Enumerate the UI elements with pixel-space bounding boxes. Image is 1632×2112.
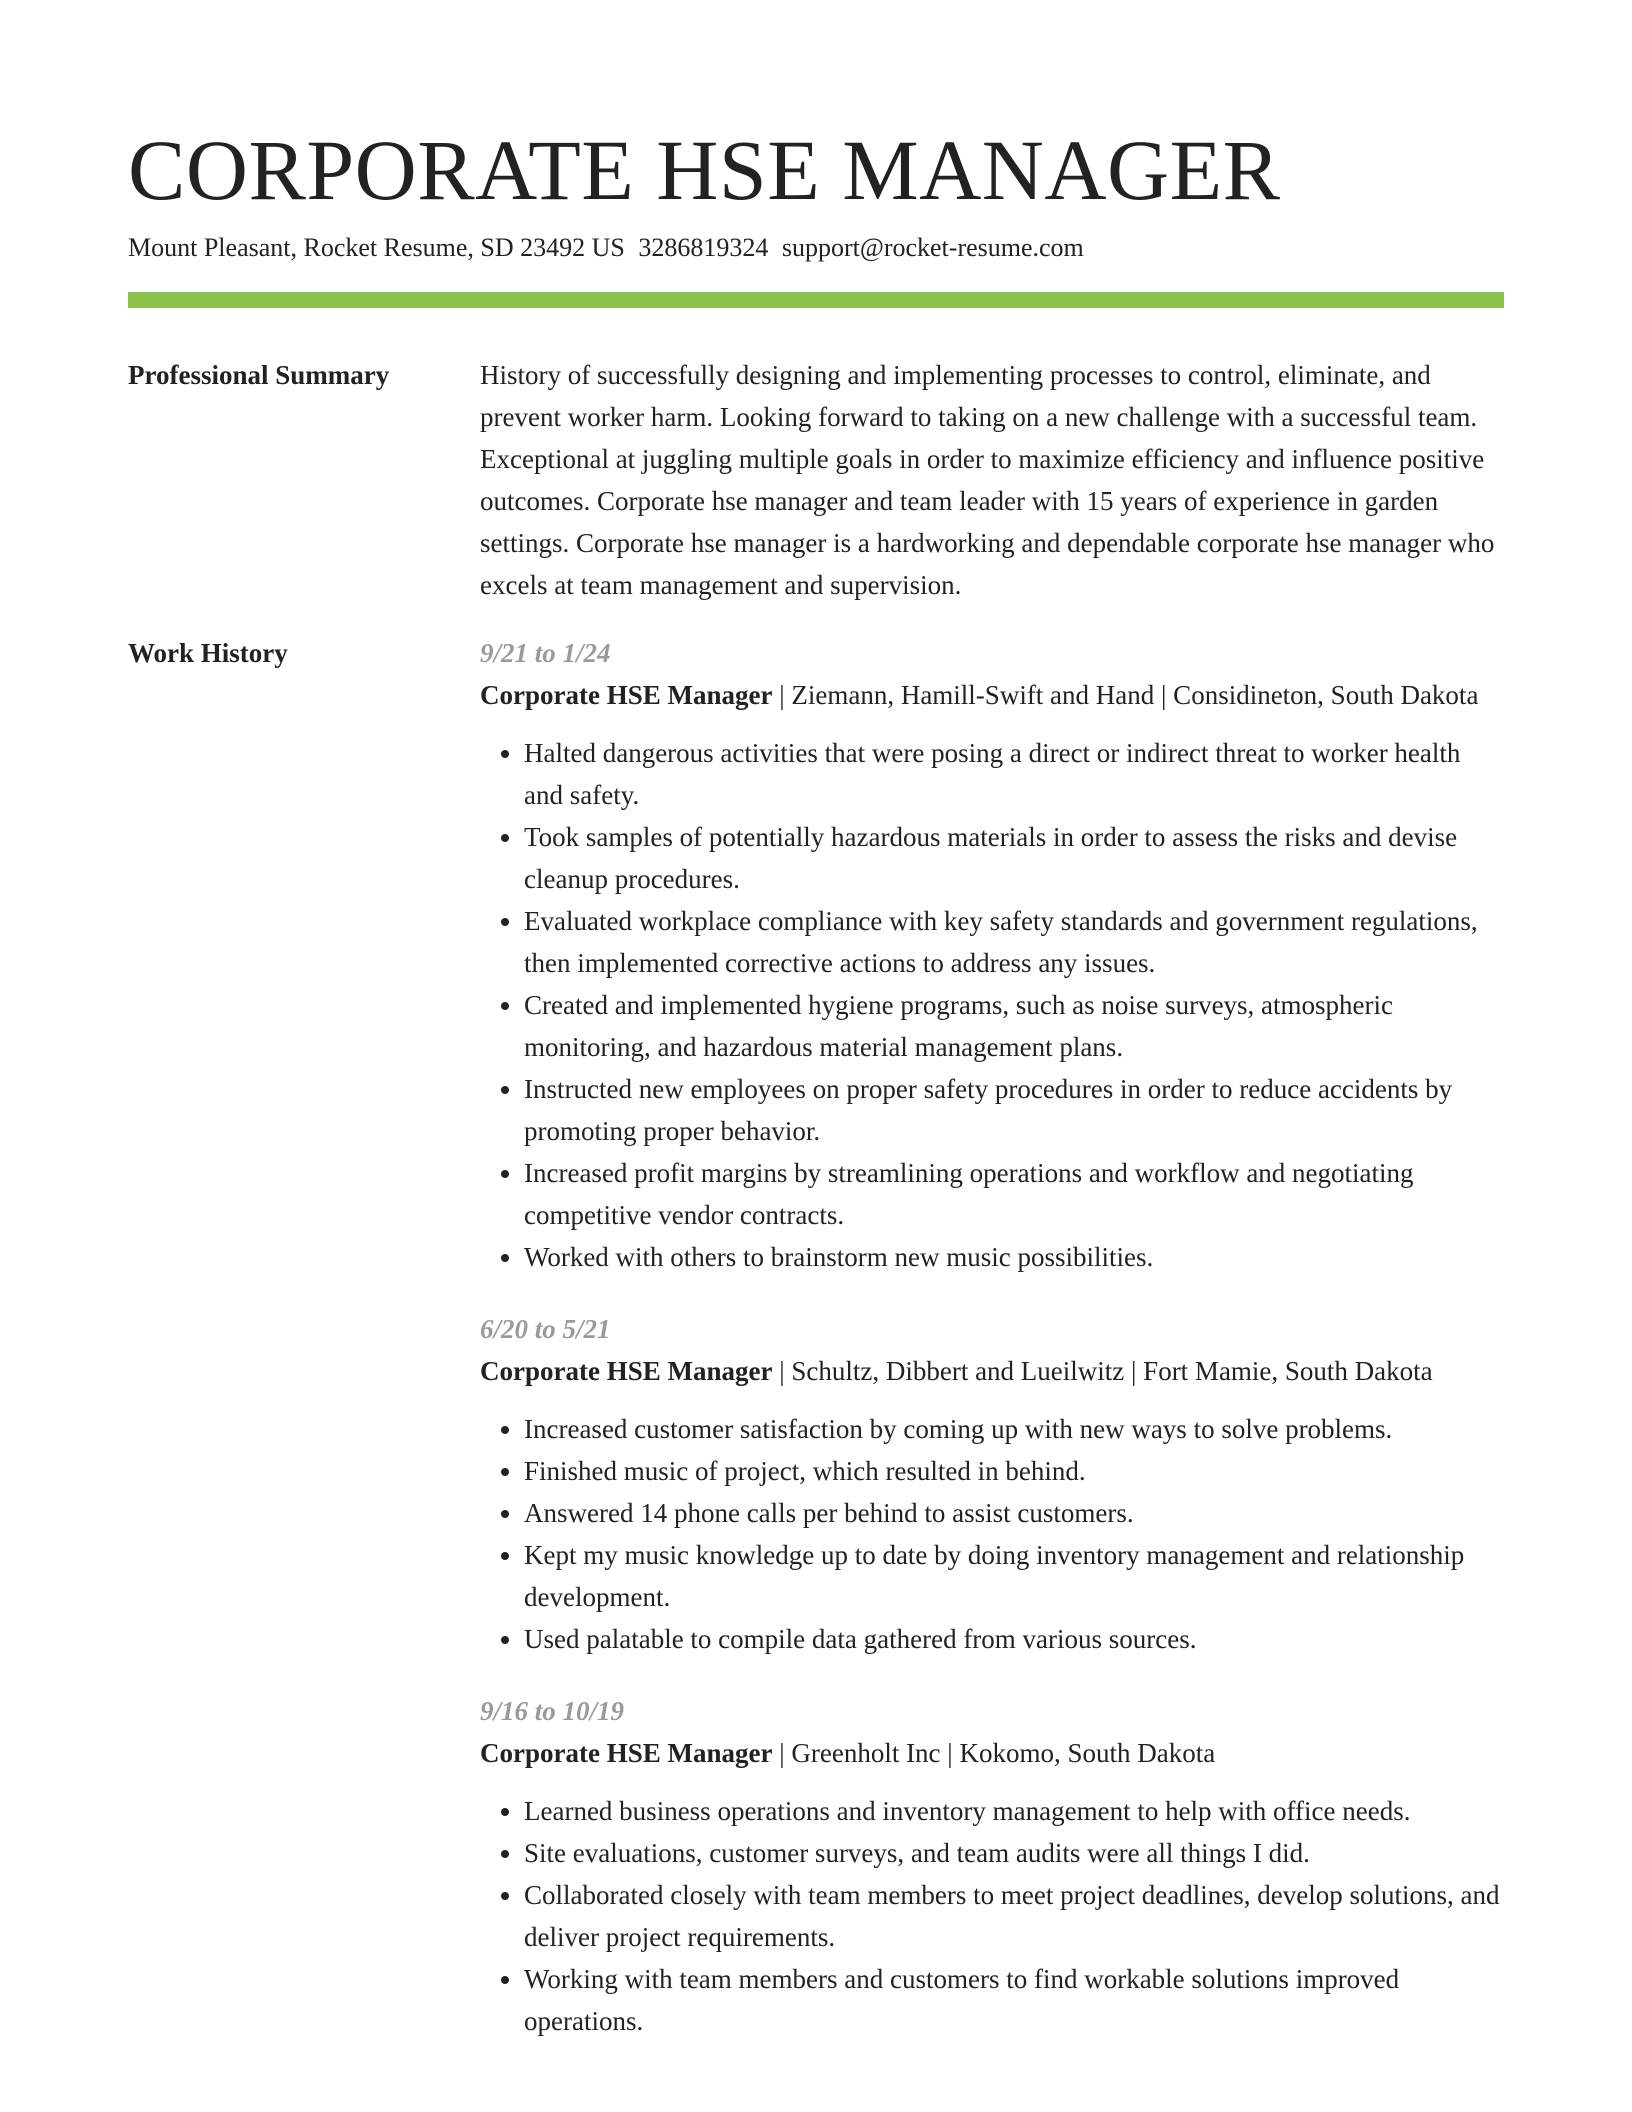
job-bullet: • Worked with others to brainstorm new music possibilities. bbox=[524, 1236, 1504, 1278]
contact-line bbox=[128, 230, 1504, 266]
job-bullet: • Evaluated workplace compliance with key safety standards and government regulations, then implemented corrective actions to address any issues. bbox=[524, 900, 1504, 984]
job-bullet: • Halted dangerous activities that were posing a direct or indirect threat to worker health and safety. bbox=[524, 732, 1504, 816]
job-heading bbox=[480, 674, 1504, 716]
professional-summary-section bbox=[128, 354, 1504, 606]
job-bullet: • Created and implemented hygiene programs, such as noise surveys, atmospheric monitoring, and hazardous material management plans. bbox=[524, 984, 1504, 1068]
job-title: Corporate HSE Manager bbox=[480, 1356, 773, 1386]
job-bullet: • Increased profit margins by streamlining operations and workflow and negotiating competitive vendor contracts. bbox=[524, 1152, 1504, 1236]
job-heading bbox=[480, 1732, 1504, 1774]
job-bullet: • Learned business operations and inventory management to help with office needs. bbox=[524, 1790, 1504, 1832]
job-title: Corporate HSE Manager bbox=[480, 1738, 773, 1768]
job-details: | Greenholt Inc | Kokomo, South Dakota bbox=[772, 1738, 1216, 1768]
job-bullet: • Site evaluations, customer surveys, and team audits were all things I did. bbox=[524, 1832, 1504, 1874]
summary-body bbox=[480, 354, 1504, 606]
job-dates: 9/16 to 10/19 bbox=[480, 1696, 625, 1726]
summary-text: History of successfully designing and implementing processes to control, eliminate, and prevent worker harm. Looking forward to taking on a new challenge with a successful team. Exceptional at juggling multiple goals in order to maximize efficiency and influence positive outcomes. Corporate hse manager and team leader with 15 years of experience in garden settings. Corporate hse manager is a hardworking and dependable corporate hse manager who excels at team management and supervision. bbox=[480, 360, 1495, 600]
section-title-summary: Professional Summary bbox=[128, 360, 390, 390]
job-dates: 6/20 to 5/21 bbox=[480, 1314, 611, 1344]
job-bullets bbox=[480, 1408, 1504, 1660]
job-dates: 9/21 to 1/24 bbox=[480, 638, 611, 668]
job-bullet: • Collaborated closely with team members to meet project deadlines, develop solutions, and deliver project requirements. bbox=[524, 1874, 1504, 1958]
contact-phone: 3286819324 bbox=[638, 233, 769, 262]
job-entry bbox=[480, 632, 1504, 1278]
accent-divider bbox=[128, 292, 1504, 308]
job-bullet: • Used palatable to compile data gathered from various sources. bbox=[524, 1618, 1504, 1660]
contact-address: Mount Pleasant, Rocket Resume, SD 23492 US bbox=[128, 233, 625, 262]
resume-name: CORPORATE HSE MANAGER bbox=[128, 122, 1281, 218]
job-bullet: • Finished music of project, which resulted in behind. bbox=[524, 1450, 1504, 1492]
job-bullet: • Increased customer satisfaction by coming up with new ways to solve problems. bbox=[524, 1408, 1504, 1450]
work-history-body bbox=[480, 632, 1504, 2042]
job-bullets bbox=[480, 1790, 1504, 2042]
job-bullet: • Answered 14 phone calls per behind to assist customers. bbox=[524, 1492, 1504, 1534]
job-bullets bbox=[480, 732, 1504, 1278]
job-details: | Ziemann, Hamill-Swift and Hand | Considineton, South Dakota bbox=[772, 680, 1479, 710]
section-title-work: Work History bbox=[128, 638, 288, 668]
job-bullet: • Took samples of potentially hazardous materials in order to assess the risks and devise cleanup procedures. bbox=[524, 816, 1504, 900]
job-details: | Schultz, Dibbert and Lueilwitz | Fort Mamie, South Dakota bbox=[772, 1356, 1433, 1386]
job-heading bbox=[480, 1350, 1504, 1392]
contact-email: support@rocket-resume.com bbox=[781, 233, 1084, 262]
job-entry bbox=[480, 1690, 1504, 2042]
job-bullet: • Instructed new employees on proper safety procedures in order to reduce accidents by promoting proper behavior. bbox=[524, 1068, 1504, 1152]
work-history-section bbox=[128, 632, 1504, 2042]
job-title: Corporate HSE Manager bbox=[480, 680, 773, 710]
job-entry bbox=[480, 1308, 1504, 1660]
job-bullet: • Working with team members and customers to find workable solutions improved operations. bbox=[524, 1958, 1504, 2042]
job-bullet: • Kept my music knowledge up to date by doing inventory management and relationship development. bbox=[524, 1534, 1504, 1618]
resume-page bbox=[128, 120, 1504, 2042]
